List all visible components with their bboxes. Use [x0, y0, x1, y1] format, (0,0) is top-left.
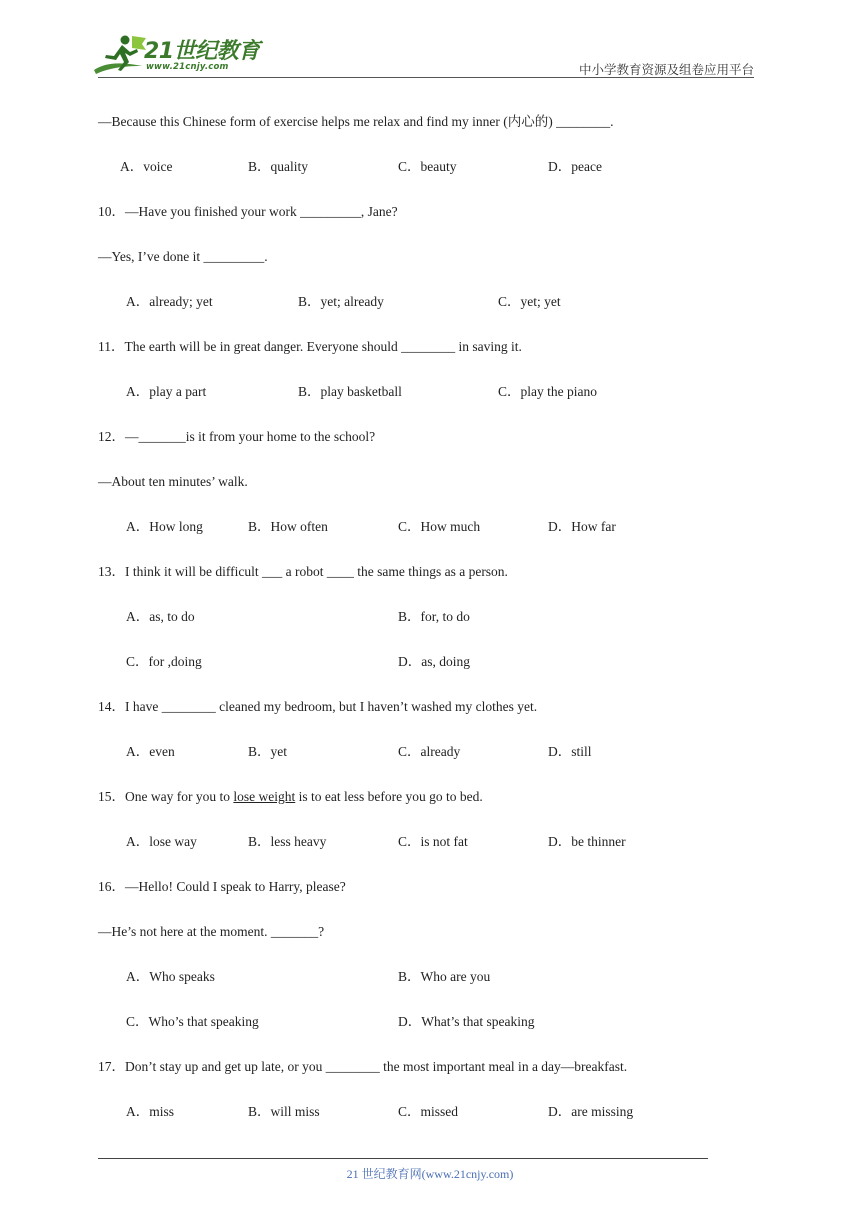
- question-line: —About ten minutes’ walk.: [98, 474, 248, 489]
- option-c: C．already: [398, 744, 461, 759]
- stem-suffix: is to eat less before you go to bed.: [295, 789, 483, 804]
- option-d: D．are missing: [548, 1104, 634, 1119]
- question-stem: [98, 788, 483, 806]
- option-a: A．lose way: [126, 834, 197, 849]
- question-stem: 11．The earth will be in great danger. Everyone should ________ in saving it.: [98, 339, 522, 354]
- header-divider: [98, 77, 754, 78]
- stem-prefix: 15．One way for you to: [98, 789, 234, 804]
- option-a: A．miss: [126, 1104, 175, 1119]
- option-b: B．Who are you: [398, 969, 491, 984]
- question-stem: 17．Don’t stay up and get up late, or you ________ the most important meal in a day—breakfast.: [98, 1059, 628, 1074]
- option-c: C．yet; yet: [498, 294, 561, 309]
- option-a: A．How long: [126, 519, 203, 534]
- logo-url: www.21cnjy.com: [146, 62, 229, 72]
- option-c: C．beauty: [398, 159, 457, 174]
- page-footer: 21 世纪教育网(www.21cnjy.com): [346, 1167, 514, 1181]
- option-b: B．yet: [248, 744, 287, 759]
- option-b: B．How often: [248, 519, 328, 534]
- option-d: D．peace: [548, 159, 602, 174]
- footer-divider: [98, 1158, 708, 1159]
- option-b: B．less heavy: [248, 834, 327, 849]
- question-line: —Yes, I’ve done it _________.: [98, 249, 268, 264]
- question-stem: 14．I have ________ cleaned my bedroom, but I haven’t washed my clothes yet.: [98, 699, 538, 714]
- option-a: A．Who speaks: [126, 969, 215, 984]
- option-a: A．as, to do: [126, 609, 195, 624]
- option-b: B．play basketball: [298, 384, 402, 399]
- option-d: D．as, doing: [398, 654, 470, 669]
- question-stem: 13．I think it will be difficult ___ a robot ____ the same things as a person.: [98, 564, 508, 579]
- option-c: C．How much: [398, 519, 481, 534]
- option-b: B．for, to do: [398, 609, 470, 624]
- option-a: A．play a part: [126, 384, 207, 399]
- option-d: D．How far: [548, 519, 616, 534]
- question-line: —He’s not here at the moment. _______?: [98, 924, 325, 939]
- site-logo: [92, 32, 262, 78]
- platform-title: 中小学教育资源及组卷应用平台: [578, 63, 754, 77]
- option-c: C．for ,doing: [126, 654, 202, 669]
- option-c: C．Who’s that speaking: [126, 1014, 259, 1029]
- question-stem: 12．—_______is it from your home to the school?: [98, 429, 376, 444]
- underlined-phrase: lose weight: [233, 789, 296, 804]
- option-c: C．is not fat: [398, 834, 468, 849]
- question-stem: 16．—Hello! Could I speak to Harry, please?: [98, 879, 346, 894]
- option-b: B．will miss: [248, 1104, 320, 1119]
- option-b: B．yet; already: [298, 294, 384, 309]
- option-a: A．even: [126, 744, 175, 759]
- logo-wordmark: 21世纪教育: [144, 39, 260, 64]
- option-d: D．be thinner: [548, 834, 626, 849]
- option-c: C．play the piano: [498, 384, 597, 399]
- page-header: [0, 0, 860, 90]
- question-stem: 10．—Have you finished your work _________, Jane?: [98, 204, 398, 219]
- option-c: C．missed: [398, 1104, 459, 1119]
- option-a: A．voice: [120, 159, 173, 174]
- option-a: A．already; yet: [126, 294, 213, 309]
- runner-logo-icon: [92, 32, 148, 78]
- option-b: B．quality: [248, 159, 308, 174]
- option-d: D．What’s that speaking: [398, 1014, 535, 1029]
- question-line: —Because this Chinese form of exercise helps me relax and find my inner (内心的) ________.: [98, 114, 614, 129]
- option-d: D．still: [548, 744, 592, 759]
